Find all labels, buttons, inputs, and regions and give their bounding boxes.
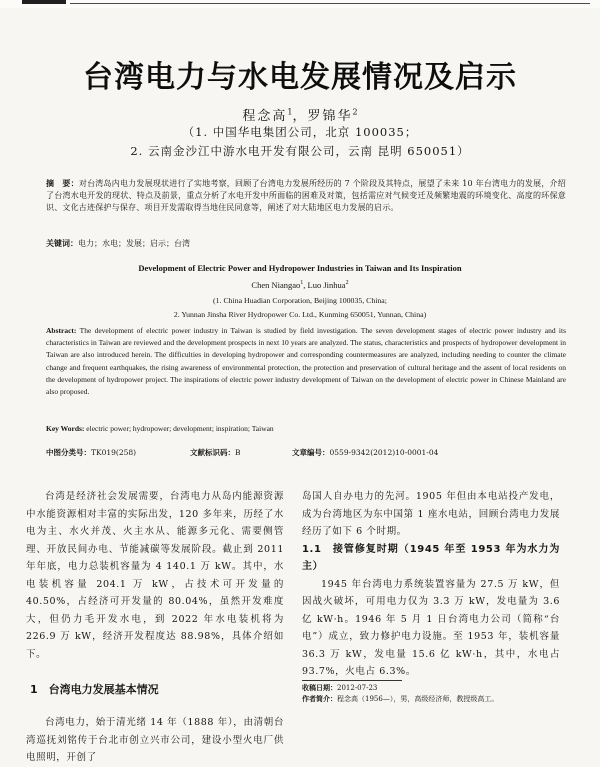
english-affiliation-2: 2. Yunnan Jinsha River Hydropower Co. Ltd., Kunming 650051, Yunnan, China) bbox=[173, 310, 427, 319]
author-bio bbox=[302, 694, 498, 704]
received-date bbox=[302, 683, 377, 693]
author-2-sup: 2 bbox=[352, 107, 358, 117]
doc-code-value: B bbox=[235, 448, 241, 457]
top-header-strip bbox=[0, 0, 600, 8]
english-affiliation-1: (1. China Huadian Corporation, Beijing 100035, China; bbox=[213, 296, 387, 305]
abstract-cn-text: 对台湾岛内电力发展现状进行了实地考察，回顾了台湾电力发展所经历的 7 个阶段及其特点，展望了未来 10 年台湾电力的发展，介绍了台湾水电开发的现状、特点及前景，重点分析了水电开发中所面临的困难及对策，包括需应对气候变迁及频繁地震的环境变化、高度的环保意识、文化古迹保护与保存、项目开发需取得当地住民同意等，阐述了对大陆地区电力发展的启示。 bbox=[46, 179, 566, 212]
running-header-mark bbox=[22, 0, 66, 4]
header-rule bbox=[70, 3, 590, 4]
abstract-cn-label: 摘 要： bbox=[46, 179, 79, 188]
keywords-en bbox=[46, 424, 274, 433]
affiliation-2: 2. 云南金沙江中游水电开发有限公司，云南 昆明 650051） bbox=[130, 144, 470, 158]
english-author-separator: , bbox=[303, 280, 308, 290]
article-number-label: 文章编号： bbox=[292, 448, 330, 457]
author-separator: ， bbox=[292, 109, 308, 124]
english-author-2: Luo Jinhua bbox=[307, 280, 346, 290]
english-title: Development of Electric Power and Hydropower Industries in Taiwan and Its Inspiration bbox=[138, 263, 462, 273]
affiliation-1: （1. 中国华电集团公司，北京 100035； bbox=[182, 125, 418, 139]
english-authors bbox=[0, 280, 600, 290]
keywords-en-label: Key Words: bbox=[46, 424, 85, 433]
received-label: 收稿日期： bbox=[302, 684, 337, 692]
document-code bbox=[190, 447, 241, 458]
author-2: 罗锦华 bbox=[307, 109, 353, 124]
article-number bbox=[292, 447, 438, 458]
doc-code-label: 文献标识码： bbox=[190, 448, 235, 457]
keywords-cn bbox=[46, 238, 190, 249]
abstract-en bbox=[46, 325, 566, 398]
intro-paragraph: 台湾是经济社会发展需要，台湾电力从岛内能源资源中水能资源相对丰富的实际出发，120 多年来，历经了水电为主、水火并茂、火主水从、能源多元化、需要侧管理、开放民间办电、节能减碳等发展阶段。截止到 2011 年年底，电力总装机容量为 4 140.1 万 kW。其中，水电装机容量 204.1 万 kW，占技术可开发量的 40.50%，占经济可开发量的 80.04%，虽然开发难度大，但仍力毛开发水电，到 2022 年水电装机将为 226.9 万 kW，经济开发程度达 88.98%，具体介绍如下。 bbox=[26, 491, 284, 660]
section-1-1-heading: 1.1 接管修复时期（1945 年至 1953 年为水力为主） bbox=[302, 543, 560, 572]
author-bio-label: 作者简介： bbox=[302, 695, 337, 703]
abstract-cn bbox=[46, 178, 566, 214]
author-bio-text: 程念高（1956—），男，高级经济师，教授级高工。 bbox=[337, 695, 499, 703]
right-paragraph-2: 1945 年台湾电力系统装置容量为 27.5 万 kW，但因战火破坏，可用电力仅为 3.3 万 kW，发电量为 3.6 亿 kW·h。1946 年 5 月 1 日台湾电力公司（简称“台电”）成立，致力修护电力设施。至 1953 年，装机容量 36.3 万 kW，发电量 15.6 亿 kW·h，其中，水电占 93.7%，火电占 6.3%。 bbox=[302, 578, 560, 677]
english-author-1: Chen Niangao bbox=[251, 280, 301, 290]
keywords-cn-text: 电力；水电；发展；启示；台湾 bbox=[78, 239, 190, 248]
article-title: 台湾电力与水电发展情况及启示 bbox=[83, 60, 517, 95]
keywords-en-text: electric power; hydropower; development; inspiration; Taiwan bbox=[86, 424, 274, 433]
received-value: 2012-07-23 bbox=[337, 684, 378, 692]
right-paragraph-1: 岛国人自办电力的先河。1905 年但由本电站投产发电，成为台湾地区为东中国第 1 座水电站，回顾台湾电力发展经历了如下 6 个时期。 bbox=[302, 491, 560, 537]
abstract-en-text: The development of electric power industry in Taiwan is studied by field investigation. The seven development stages of electric power industry and its characteristics in Taiwan are reviewed and the development prospects in next 10 years are analyzed. The status, characteristics and prospects of hydropower development in Taiwan are also introduced herein. The difficulties in developing hydropower and corresponding countermeasures are analyzed, including needing to counter the climate change and frequent earthquakes, the rising awareness of environmental protection, the protection and preservation of cultural heritage and the assent of local residents on the development of hydropower project. The inspirations of electric power industry development of Taiwan on the development of electric power in Chinese Mainland are also proposed. bbox=[46, 326, 566, 397]
article-number-value: 0559-9342(2012)10-0001-04 bbox=[329, 448, 439, 457]
footnote-rule bbox=[302, 680, 402, 681]
author-1-sup: 1 bbox=[287, 107, 293, 117]
keywords-cn-label: 关键词： bbox=[46, 239, 78, 248]
right-column bbox=[302, 488, 560, 681]
english-author-2-sup: 2 bbox=[345, 280, 349, 287]
clc-label: 中图分类号： bbox=[46, 448, 91, 457]
author-1: 程念高 bbox=[242, 109, 288, 124]
left-column-bottom bbox=[26, 714, 284, 767]
section-1-heading: 1 台湾电力发展基本情况 bbox=[30, 683, 159, 696]
abstract-en-label: Abstract: bbox=[46, 326, 77, 335]
clc-value: TK019(258) bbox=[91, 448, 137, 457]
section1-paragraph: 台湾电力，始于清光绪 14 年（1888 年），由清朝台湾巡抚刘铭传于台北市创立兴市公司，建设小型火电厂供电照明，开创了 bbox=[26, 717, 284, 763]
clc-number bbox=[46, 447, 136, 458]
english-author-1-sup: 1 bbox=[300, 280, 304, 287]
author-line bbox=[0, 105, 600, 124]
